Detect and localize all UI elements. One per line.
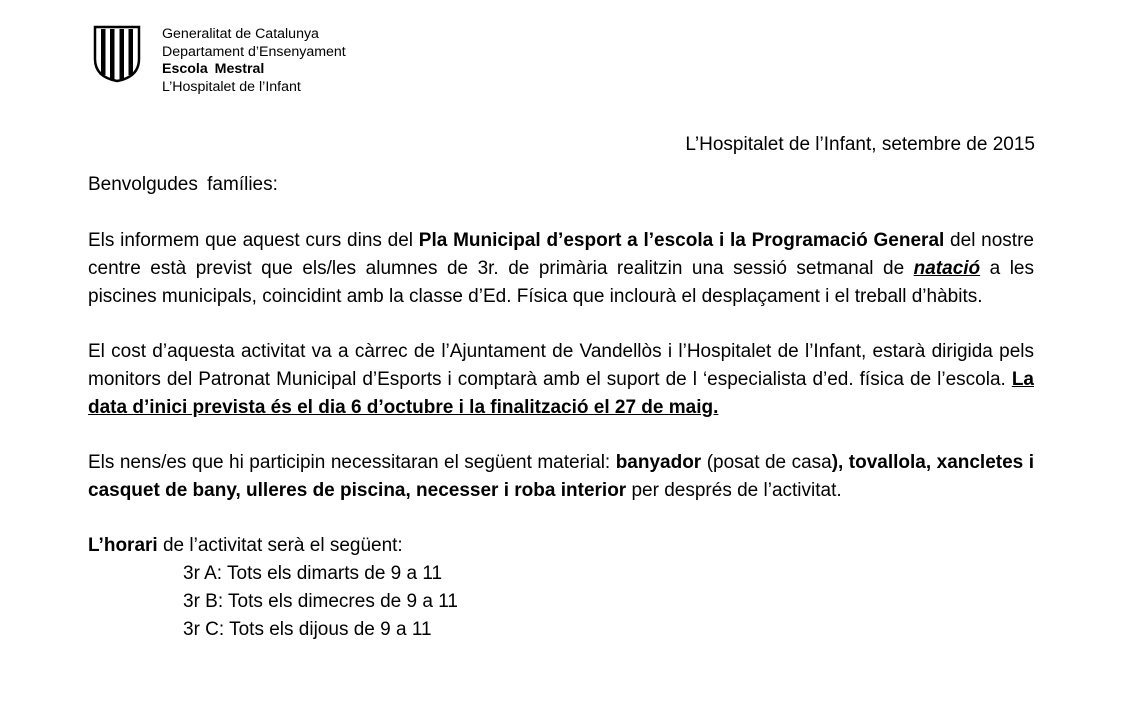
p1-text-2: del nostre centre està previst que els/les alumnes de 3r. de primària realitzin una sessió setmanal de <box>88 230 1034 279</box>
p2-dates: La data d’inici prevista és el dia 6 d’octubre i la finalització el 27 de maig. <box>88 369 1034 418</box>
header-town: L’Hospitalet de l’Infant <box>162 78 301 95</box>
p1-text-1: Els informem que aquest curs dins del <box>88 230 419 251</box>
schedule-item-3a: 3r A: Tots els dimarts de 9 a 11 <box>183 563 443 584</box>
p3-text-3: per després de l’activitat. <box>626 480 842 501</box>
schedule-intro-text: de l’activitat serà el següent: <box>157 535 403 556</box>
header-government: Generalitat de Catalunya <box>162 26 319 42</box>
greeting: Benvolgudes famílies: <box>88 174 278 195</box>
paragraph-cost <box>88 338 1034 422</box>
p3-text-1: Els nens/es que hi participin necessitaran el següent material: <box>88 452 616 473</box>
p3-text-2: (posat de casa <box>701 452 832 473</box>
p1-bold-program: Pla Municipal d’esport a l’escola i la Programació General <box>418 230 945 251</box>
schedule-item-3b: 3r B: Tots els dimecres de 9 a 11 <box>183 591 458 612</box>
schedule-intro <box>88 532 1034 560</box>
p1-text-3: a les piscines municipals, coincidint amb la classe d’Ed. Física que inclourà el desplaçament i el treball d’hàbits. <box>88 258 1034 307</box>
institution-header <box>162 26 346 96</box>
p3-swimsuit: banyador <box>615 452 702 473</box>
letter-body <box>88 171 1034 644</box>
generalitat-shield-icon <box>93 25 141 83</box>
header-department: Departament d’Ensenyament <box>162 43 346 60</box>
letter-date: L’Hospitalet de l’Infant, setembre de 2015 <box>685 134 1035 155</box>
generalitat-logo <box>93 25 141 83</box>
schedule-item-3c: 3r C: Tots els dijous de 9 a 11 <box>183 619 432 640</box>
header-school: Escola Mestral <box>162 61 265 77</box>
p1-swimming: natació <box>913 258 981 279</box>
p3-material-list: ), tovallola, xancletes i casquet de bany, ulleres de piscina, necesser i roba interior <box>88 452 1034 501</box>
paragraph-material <box>88 449 1034 505</box>
p2-text-1: El cost d’aquesta activitat va a càrrec de l’Ajuntament de Vandellòs i l’Hospitalet de l’Infant, estarà dirigida pels monitors del Patronat Municipal d’Esports i comptarà amb el suport de l ‘especialista d’ed. física de l’escola. <box>88 341 1034 390</box>
paragraph-program <box>88 227 1034 311</box>
schedule-label: L’horari <box>88 535 158 556</box>
